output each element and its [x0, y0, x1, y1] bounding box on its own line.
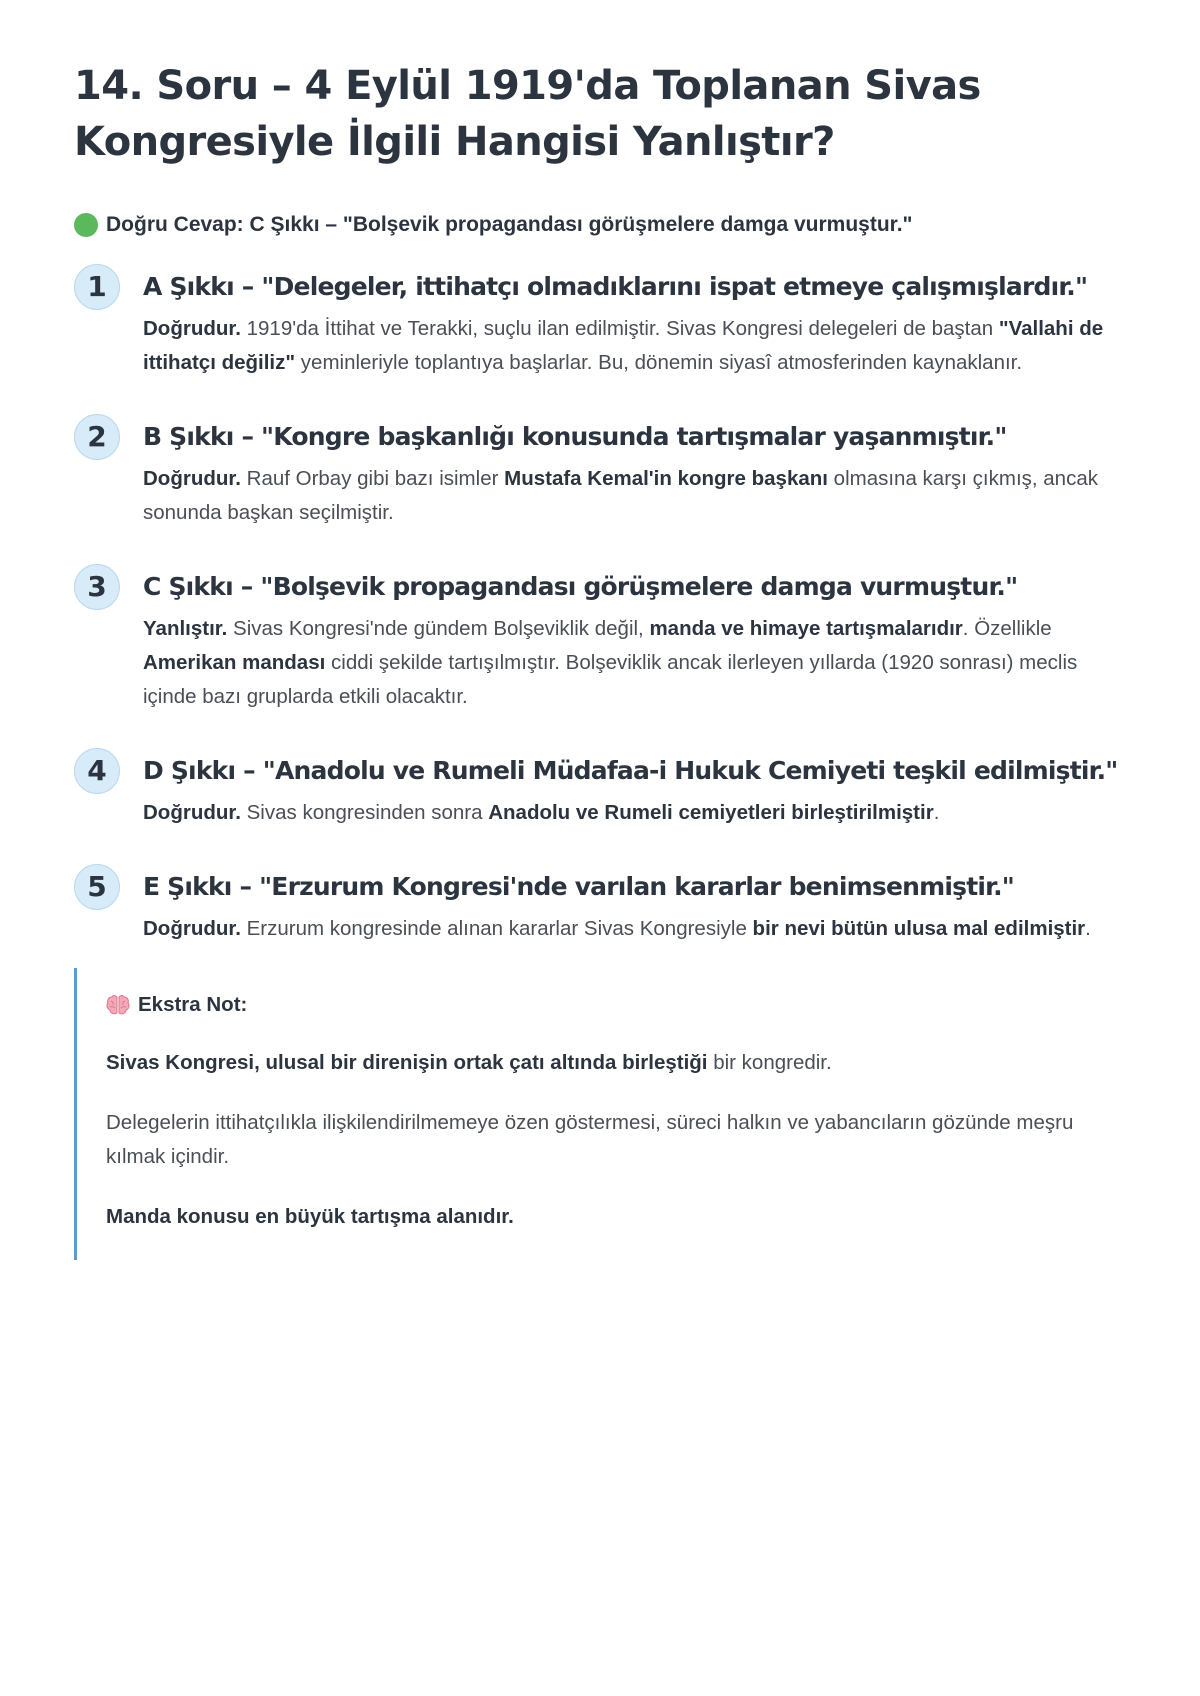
document-page — [74, 58, 1124, 1260]
option-number-badge: 5 — [74, 864, 120, 910]
explanation-text: . Özellikle — [962, 617, 1052, 640]
explanation-text: 1919'da İttihat ve Terakki, suçlu ilan edilmiştir. Sivas Kongresi delegeleri de baştan — [240, 317, 999, 340]
page-title: 14. Soru – 4 Eylül 1919'da Toplanan Sivas Kongresiyle İlgili Hangisi Yanlıştır? — [74, 63, 981, 165]
explanation-emphasis: bir nevi bütün ulusa mal edilmiştir — [752, 917, 1086, 940]
option-heading: E Şıkkı – "Erzurum Kongresi'nde varılan kararlar benimsenmiştir." — [143, 872, 1014, 901]
explanation-text: . — [1085, 917, 1091, 940]
option-heading: A Şıkkı – "Delegeler, ittihatçı olmadıklarını ispat etmeye çalışmışlardır." — [143, 272, 1088, 301]
option-item-d — [74, 748, 1124, 830]
note-text: bir kongredir. — [707, 1051, 832, 1074]
note-title — [106, 990, 1124, 1020]
option-number-badge: 1 — [74, 264, 120, 310]
option-explanation — [143, 462, 1124, 530]
explanation-text: Sivas Kongresi'nde gündem Bolşeviklik değil, — [227, 617, 650, 640]
option-verdict: Doğrudur. — [143, 801, 241, 824]
option-explanation — [143, 612, 1124, 714]
option-verdict: Doğrudur. — [143, 317, 241, 340]
option-explanation — [143, 912, 1124, 946]
option-item-c — [74, 564, 1124, 714]
explanation-emphasis: Anadolu ve Rumeli cemiyetleri birleştirilmiştir — [488, 801, 934, 824]
note-emphasis: Manda konusu en büyük tartışma alanıdır. — [106, 1205, 514, 1228]
explanation-text: olmasına karşı çıkmış, ancak sonunda başkan seçilmiştir. — [143, 467, 1098, 524]
note-emphasis: Sivas Kongresi, ulusal bir direnişin ortak çatı altında birleştiği — [106, 1051, 708, 1074]
option-heading: B Şıkkı – "Kongre başkanlığı konusunda tartışmalar yaşanmıştır." — [143, 422, 1007, 451]
option-heading: C Şıkkı – "Bolşevik propagandası görüşmelere damga vurmuştur." — [143, 572, 1018, 601]
option-verdict: Doğrudur. — [143, 917, 241, 940]
explanation-text: Rauf Orbay gibi bazı isimler — [240, 467, 505, 490]
option-number-badge: 3 — [74, 564, 120, 610]
green-circle-icon — [74, 213, 98, 237]
explanation-emphasis: Amerikan mandası — [143, 651, 326, 674]
option-item-e — [74, 864, 1124, 946]
note-paragraph — [106, 1200, 1124, 1234]
explanation-text: Sivas kongresinden sonra — [240, 801, 489, 824]
correct-answer — [74, 210, 1124, 240]
option-item-a — [74, 264, 1124, 380]
option-number-badge: 4 — [74, 748, 120, 794]
explanation-text: Erzurum kongresinde alınan kararlar Sivas Kongresiyle — [240, 917, 753, 940]
correct-answer-text: Doğru Cevap: C Şıkkı – "Bolşevik propagandası görüşmelere damga vurmuştur." — [106, 213, 913, 236]
option-number-badge: 2 — [74, 414, 120, 460]
option-explanation — [143, 312, 1124, 380]
brain-icon — [106, 994, 130, 1016]
explanation-text: ciddi şekilde tartışılmıştır. Bolşeviklik ancak ilerleyen yıllarda (1920 sonrası) meclis içinde bazı gruplarda etkili olacaktır. — [143, 651, 1078, 708]
extra-note-box — [74, 968, 1124, 1260]
option-item-b — [74, 414, 1124, 530]
option-verdict: Doğrudur. — [143, 467, 241, 490]
note-title-text: Ekstra Not: — [138, 993, 248, 1016]
explanation-text: . — [933, 801, 940, 824]
option-verdict: Yanlıştır. — [143, 617, 228, 640]
explanation-emphasis: "Vallahi de ittihatçı değiliz" — [143, 317, 1104, 374]
note-paragraph: Delegelerin ittihatçılıkla ilişkilendirilmemeye özen göstermesi, süreci halkın ve yabancıların gözünde meşru kılmak içindir. — [106, 1111, 1074, 1168]
option-heading: D Şıkkı – "Anadolu ve Rumeli Müdafaa-i Hukuk Cemiyeti teşkil edilmiştir." — [143, 756, 1118, 785]
explanation-text: yeminleriyle toplantıya başlarlar. Bu, dönemin siyasî atmosferinden kaynaklanır. — [295, 351, 1023, 374]
option-explanation — [143, 796, 1124, 830]
note-paragraph — [106, 1046, 1124, 1080]
explanation-emphasis: Mustafa Kemal'in kongre başkanı — [504, 467, 828, 490]
explanation-emphasis: manda ve himaye tartışmalarıdır — [649, 617, 963, 640]
